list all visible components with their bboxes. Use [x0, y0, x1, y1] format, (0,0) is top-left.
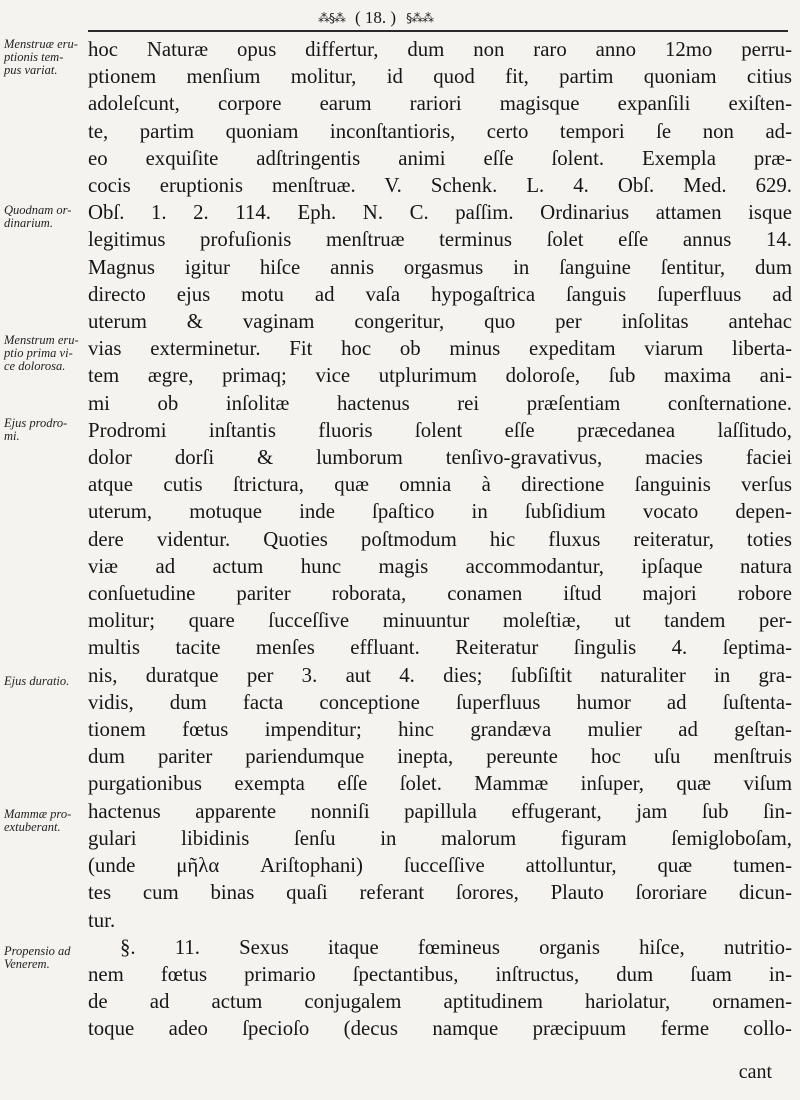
text-line: tes cum binas quaſi referant ſorores, Plauto ſororiare dicun- — [88, 881, 792, 905]
text-line: molitur; quare ſucceſſive minuuntur moleſtiæ, ut tandem per- — [88, 609, 792, 633]
text-line: uterum & vaginam congeritur, quo per inſolitas antehac — [88, 310, 792, 334]
text-line: ptionem menſium molitur, id quod fit, partim quoniam citius — [88, 65, 792, 89]
margin-note-first-eruption: Menstrum eru-ptio prima vi-ce dolorosa. — [4, 333, 79, 373]
text-line: uterum, motuque inde ſpaſtico in ſubſidium vocato depen- — [88, 500, 792, 524]
text-line: Prodromi inſtantis fluoris ſolent eſſe præcedanea laſſitudo, — [88, 418, 792, 442]
text-line: nem fœtus primario ſpectantibus, inſtructus, dum ſuam in- — [88, 962, 792, 986]
margin-note-eruption-time: Menstruæ eru-ptionis tem-pus variat. — [4, 37, 78, 77]
text-line: toque adeo ſpecioſo (decus namque præcipuum ferme collo- — [88, 1017, 792, 1041]
text-line: §. 11. Sexus itaque fœmineus organis hiſce, nutritio- — [120, 935, 792, 959]
margin-note-prodromes: Ejus prodro-mi. — [4, 416, 68, 443]
text-line: dum pariter pariendumque inepta, pereunte hoc uſu menſtruis — [88, 745, 792, 769]
text-line: hoc Naturæ opus differtur, dum non raro anno 12mo perru- — [88, 38, 792, 61]
text-line: te, partim quoniam inconſtantioris, certo tempori ſe non ad- — [88, 119, 792, 143]
margin-note-ordinary: Quodnam or-dinarium. — [4, 203, 72, 230]
body-text — [88, 36, 792, 1043]
page-number: ( 18. ) — [355, 8, 397, 27]
text-line: mi ob inſolitæ hactenus rei præſentiam conſternatione. — [88, 391, 792, 415]
text-line: Obſ. 1. 2. 114. Eph. N. C. paſſim. Ordinarius attamen isque — [88, 201, 792, 225]
text-line: eo exquiſite adſtringentis animi eſſe ſolent. Exempla præ- — [88, 146, 792, 170]
text-line: vias exterminetur. Fit hoc ob minus expeditam viarum liberta- — [88, 337, 792, 361]
margin-note-duration: Ejus duratio. — [4, 674, 70, 688]
text-line: hactenus apparente nonniſi papillula effugerant, jam ſub ſin- — [88, 799, 792, 823]
header-ornament-right: §⁂⁂ — [406, 11, 434, 25]
margin-notes — [0, 0, 80, 1100]
text-line: conſuetudine pariter roborata, conamen iſtud majori robore — [88, 582, 792, 606]
text-line: (unde μῆλα Ariſtophani) ſucceſſive attolluntur, quæ tumen- — [88, 854, 792, 878]
text-line: dolor dorſi & lumborum tenſivo-gravativus, macies faciei — [88, 446, 792, 470]
text-line: tem ægre, primaq; vice utplurimum doloroſe, ſub maxima ani- — [88, 364, 792, 388]
text-line: nis, duratque per 3. aut 4. dies; ſubſiſtit naturaliter in gra- — [88, 663, 792, 687]
text-line: atque cutis ſtrictura, quæ omnia à directione ſanguinis verſus — [88, 473, 792, 497]
text-line: multis tacite menſes effluant. Reiteratur ſingulis 4. ſeptima- — [88, 636, 792, 660]
margin-note-mammae: Mammæ pro-extuberant. — [4, 807, 72, 834]
text-line: gulari libidinis ſenſu in malorum figuram ſemigloboſam, — [88, 826, 792, 850]
text-line: vidis, dum facta conceptione ſuperfluus humor ad ſuſtenta- — [88, 690, 792, 714]
text-line: de ad actum conjugalem aptitudinem hariolatur, ornamen- — [88, 990, 792, 1014]
header-ornament-left: ⁂§⁂ — [318, 11, 345, 25]
text-line: Magnus igitur hiſce annis orgasmus in ſanguine ſentitur, dum — [88, 255, 792, 279]
text-line: directo ejus motu ad vaſa hypogaſtrica ſanguis ſuperfluus ad — [88, 282, 792, 306]
text-line: purgationibus exempta eſſe ſolet. Mammæ inſuper, quæ viſum — [88, 772, 792, 796]
text-line: viæ ad actum hunc magis accommodantur, ipſaque natura — [88, 554, 792, 578]
catchword: cant — [738, 1061, 772, 1083]
text-line: cocis eruptionis menſtruæ. V. Schenk. L. 4. Obſ. Med. 629. — [88, 174, 792, 198]
page-header — [318, 5, 618, 31]
text-line: tur. — [88, 908, 116, 932]
header-rule — [88, 30, 788, 32]
text-line: adoleſcunt, corpore earum rariori magisque expanſili exiſten- — [88, 92, 792, 116]
text-line: tionem fœtus impenditur; hinc grandæva mulier ad geſtan- — [88, 718, 792, 742]
text-line: dere videntur. Quoties poſtmodum hic fluxus reiteratur, toties — [88, 527, 792, 551]
text-line: legitimus profuſionis menſtruæ terminus ſolet eſſe annus 14. — [88, 228, 792, 252]
margin-note-venus: Propensio ad Venerem. — [4, 944, 71, 971]
